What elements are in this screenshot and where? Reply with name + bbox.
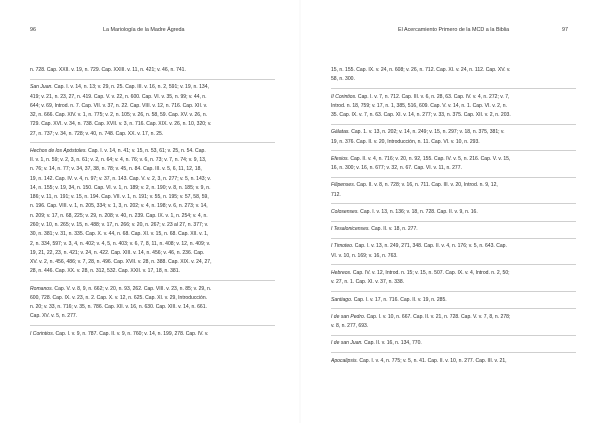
reference-text: XV. v. 2, n. 456, 486; v. 7, 28, n. 496. Cap. XVII. v. 28, n. 388. Cap. XIX. v. 24, 27, (30, 259, 212, 266)
reference-text: n. 209; v. 17, n. 68, 225; v. 29, n. 208; v. 40, n. 239. Cap. IX. v. 1, n. 254; v. 4, n. (30, 212, 208, 219)
index-line (30, 303, 275, 312)
index-line (30, 249, 275, 258)
reference-text: 19, 21, 22, 23, n. 421; v. 24, n. 422. Cap. XIII. v. 14, n. 456; v. 46, n. 236. Cap. (30, 249, 205, 256)
reference-text: II. v. 1, n. 59; v. 2, 3, n. 61; v. 2, n. 64; v. 4, n. 76; v. 6, n. 73; v. 7, n. 74; v. 9, 13, (30, 157, 207, 164)
book-title: I de san Pedro. (331, 313, 366, 320)
para-i-san-pedro (331, 313, 576, 336)
reference-text: 419; v. 21, n. 23, 27, n. 419. Cap. V. v. 22, n. 600. Cap. VI. v. 35, n. 99; v. 44, n. (30, 93, 207, 100)
index-line (331, 225, 576, 234)
reference-text: 600, 728. Cap. IX. v. 23, n. 2. Cap. X. v. 12, n. 625. Cap. XI. v. 29, Introducción. (30, 294, 208, 301)
index-line (30, 120, 275, 129)
index-line (331, 75, 576, 84)
index-line (331, 322, 576, 331)
index-line (331, 93, 576, 102)
index-line (30, 258, 275, 267)
para-romanos (30, 285, 275, 327)
reference-text: Cap. II. v. 18, n. 277. (369, 226, 418, 233)
para-santiago (331, 296, 576, 310)
reference-text: v. 8, n. 277, 693. (331, 323, 369, 330)
book-title: Hebreos. (331, 269, 352, 276)
reference-text: n. 76; v. 14, n. 77; v. 34, 37, 38, n. 78; v. 45, n. 84. Cap. III. v. 5, 6, 11, 12, 18, (30, 166, 202, 173)
index-line (331, 111, 576, 120)
reference-text: 16, n. 300; v. 16, n. 677; v. 32, n. 67. Cap. VI. v. 11, n. 277. (331, 165, 462, 172)
index-line (30, 193, 275, 202)
para-hebreos (331, 269, 576, 292)
reference-text: Cap. I. v. 14, n. 41; v. 15, n. 53, 61; v. 25, n. 54. Cap. (86, 147, 206, 154)
reference-text: Cap. I. v. 7, n. 712. Cap. III. v. 6, n. 28, 63. Cap. IV. v. 4, n. 272; v. 7, (356, 93, 510, 100)
right-running-title: El Acercamiento Primero de la MCD a la Biblia (398, 27, 510, 33)
index-line (331, 357, 576, 366)
para-san-juan (30, 83, 275, 143)
left-page-number: 96 (30, 27, 36, 33)
reference-text: Cap. XV. v. 5, n. 277. (30, 313, 78, 320)
index-line (30, 175, 275, 184)
para-apocalipsis (331, 357, 576, 370)
reference-text: Cap. 1. v. 13, n. 202; v. 14, n. 249; v. 15, n. 297; v. 18, n. 375, 381; v. (349, 129, 505, 136)
reference-text: 28, n. 446. Cap. XX. v. 28, n. 312, 532. Cap. XXII. v. 17, 18, n. 381. (30, 268, 180, 275)
reference-text: 19, n. 376. Cap. II. v. 20, Introducción, n. 11. Cap. VI. v. 10, n. 293. (331, 138, 480, 145)
reference-text: n. 728. Cap. XXII. v. 19, n. 729. Cap. XXIII. v. 11, n. 421; v. 46, n. 741. (30, 67, 186, 73)
reference-text: Introd. n. 18, 759; v. 17, n. 1, 385, 516, 609. Cap. V. v. 14, n. 1. Cap. VI. v. 2, n. (331, 102, 508, 109)
left-page-body (30, 66, 275, 346)
index-line (331, 252, 576, 261)
para-efesios (331, 155, 576, 178)
book-title: San Juan. (30, 84, 53, 91)
para-galatas (331, 128, 576, 151)
reference-text: Cap. I. v. 13, n. 249, 271, 348. Cap. II. v. 4, n. 176; v. 5, n. 643. Cap. (353, 243, 507, 250)
reference-text: 186; v. 11, n. 191; v. 15, n. 194. Cap. VII. v. 1, n. 191; v. 55, n. 195; v. 57, 58, 59, (30, 194, 209, 201)
reference-text: 19, n. 142. Cap. IV. v. 4, n. 97; v. 37, n. 143. Cap. V. v. 2, 3, n. 277; v. 5, n. 143; v. (30, 175, 211, 182)
book-title: Colosenses. (331, 208, 359, 215)
book-title: I Timoteo. (331, 243, 354, 250)
reference-text: Cap. II. v. 4, n. 716; v. 20, n. 92, 155. Cap. IV. v. 5, n. 216. Cap. V. v. 15, (348, 155, 511, 162)
index-line (331, 66, 576, 75)
index-line (30, 294, 275, 303)
reference-text: Cap. I. v. 10, n. 667. Cap. II. v. 21, n. 728. Cap. V. v. 7, 8, n. 278; (365, 313, 511, 320)
reference-text: 644; v. 69, Introd. n. 7. Cap. VII. v. 37, n. 22. Cap. VIII. v. 12, n. 716. Cap. XII. v. (30, 102, 208, 109)
reference-text: 27, n. 737; v. 34, n. 728; v. 40, n. 748. Cap. XX. v. 17, n. 25. (30, 130, 164, 137)
reference-text: n. 196. Cap. VIII. v. 1, n. 205, 334; v. 1, 3, n. 202; v. 4, n. 198; v. 6, n. 273; v. 14, (30, 203, 208, 210)
para-filipenses (331, 181, 576, 204)
index-line (30, 230, 275, 239)
index-line (30, 285, 275, 294)
reference-text: VI. v. 10, n. 169; v. 16, n. 763. (331, 252, 398, 259)
reference-text: 260; v. 10, n. 265; v. 15, n. 488; v. 17, n. 266; v. 20, n. 267; v. 23 al 27, n. 377; v. (30, 221, 209, 228)
reference-text: 35. Cap. IX. v. 7, n. 63. Cap. XI. v. 14, n. 277; v. 33, n. 375. Cap. XII. v. 2, n. 203. (331, 112, 511, 119)
reference-text: Cap. I. v. 14, n. 13; v. 29, n. 25. Cap. III. v. 16, n. 2, 591; v. 19, n. 134, (52, 84, 209, 91)
book-title: Efesios. (331, 155, 349, 162)
right-page-body (331, 66, 576, 373)
book-title: Romanos. (30, 285, 54, 292)
index-line (331, 155, 576, 164)
book-title: Apocalipsis. (331, 357, 358, 364)
reference-text: Cap. V. v. 8, 9, n. 662; v. 20, n. 93, 262. Cap. VIII. v. 23, n. 85; v. 29, n. (53, 285, 212, 292)
reference-text: 30, n. 381; v. 31, n. 335. Cap. X. v. 44, n. 68. Cap. XI. v. 15, n. 68. Cap. XII. v. 1, (30, 231, 209, 238)
reference-text: 58, n. 300. (331, 76, 355, 83)
index-line (30, 212, 275, 221)
index-line (30, 165, 275, 174)
index-line (30, 93, 275, 102)
index-line (30, 83, 275, 92)
index-line (30, 221, 275, 230)
reference-text: 712. (331, 191, 341, 198)
index-line (331, 269, 576, 278)
reference-text: 15, n. 155. Cap. IX. v. 24, n. 608; v. 26, n. 712. Cap. XI. v. 24, n. 112. Cap. XV. v. (331, 67, 511, 73)
index-line (331, 164, 576, 173)
reference-text: v. 27, n. 1. Cap. XI. v. 37, n. 338. (331, 279, 405, 286)
index-line (30, 156, 275, 165)
index-line (30, 111, 275, 120)
index-line (331, 138, 576, 147)
index-line (30, 147, 275, 156)
book-title: Santiago. (331, 296, 353, 303)
index-line (331, 242, 576, 251)
index-line (30, 312, 275, 321)
para-i-timoteo (331, 242, 576, 265)
index-line (331, 181, 576, 190)
para-cont (331, 66, 576, 89)
left-running-title: La Mariología de la Madre Ágreda (103, 27, 185, 33)
right-page-number: 97 (562, 27, 568, 33)
reference-text: Cap. I. v. 17, n. 716. Cap. II. v. 19, n. 285. (352, 296, 447, 303)
index-line (331, 278, 576, 287)
index-line (30, 66, 275, 75)
book-title: I Tesalonicenses. (331, 226, 370, 233)
para-colosenses (331, 208, 576, 222)
reference-text: Cap. I. v. 4, n. 775; v. 5, n. 41. Cap. II. v. 10, n. 277. Cap. III. v. 21, (357, 357, 507, 364)
index-line (30, 267, 275, 276)
reference-text: 729. Cap. XVI. v. 34, n. 738. Cap. XVII. v. 3, n. 716. Cap. XIX. v. 26, n. 10, 320; v. (30, 121, 212, 128)
book-title: I Corintios. (30, 330, 55, 337)
reference-text: 14, n. 155; v. 19, 34, n. 150. Cap. VI. v. 1, n. 189; v. 2, n. 190; v. 8, n. 185; v. 9, n. (30, 184, 211, 191)
reference-text: Cap. II. v. 16, n. 134, 770. (362, 340, 422, 347)
para-hechos (30, 147, 275, 281)
index-line (30, 240, 275, 249)
book-title: Gálatas. (331, 129, 350, 136)
para-i-san-juan (331, 339, 576, 353)
book-title: II Corintios. (331, 93, 357, 100)
reference-text: Cap. I. v. 13, n. 136; v. 18, n. 728. Cap. II. v. 9, n. 16. (358, 208, 478, 215)
para-cont (30, 66, 275, 80)
index-line (331, 208, 576, 217)
index-line (331, 339, 576, 348)
index-line (331, 296, 576, 305)
para-ii-corintios (331, 93, 576, 125)
index-line (30, 202, 275, 211)
index-line (331, 102, 576, 111)
reference-text: n. 20; v. 33, n. 716; v. 35, n. 786. Cap. XII. v. 16, n. 630. Cap. XIII. v. 14, n. 661. (30, 304, 207, 311)
book-title: I de san Juan. (331, 340, 363, 347)
index-line (30, 130, 275, 139)
book-title: Hechos de los Apóstoles. (30, 147, 87, 154)
reference-text: Cap. II. v. 8, n. 728; v. 16, n. 711. Cap. III. v. 20, Introd. n. 9, 12, (355, 182, 498, 189)
index-line (331, 191, 576, 200)
para-i-tesalonicenses (331, 225, 576, 239)
reference-text: 32, n. 666. Cap. XIV. v. 1, n. 775; v. 2, n. 105; v. 26, n. 58, 59. Cap. XV. v. 26, n. (30, 112, 208, 119)
para-i-corintios (30, 330, 275, 343)
index-line (30, 102, 275, 111)
index-line (331, 313, 576, 322)
reference-text: 2, n. 334, 597; v. 3, 4, n. 402; v. 4, 5, n. 403; v. 6, 7, 8, 11, n. 408; v. 12, n. 409; v. (30, 240, 211, 247)
index-line (30, 184, 275, 193)
reference-text: Cap. IV. v. 12, Introd. n. 15; v. 15, n. 507. Cap. IX. v. 4, Introd. n. 2, 50; (351, 269, 510, 276)
book-title: Filipenses. (331, 182, 356, 189)
index-line (331, 128, 576, 137)
reference-text: Cap. I. v. 9, n. 787. Cap. II. v. 9, n. 760; v. 14, n. 199, 278. Cap. IV. v. (54, 330, 209, 337)
index-line (30, 330, 275, 339)
